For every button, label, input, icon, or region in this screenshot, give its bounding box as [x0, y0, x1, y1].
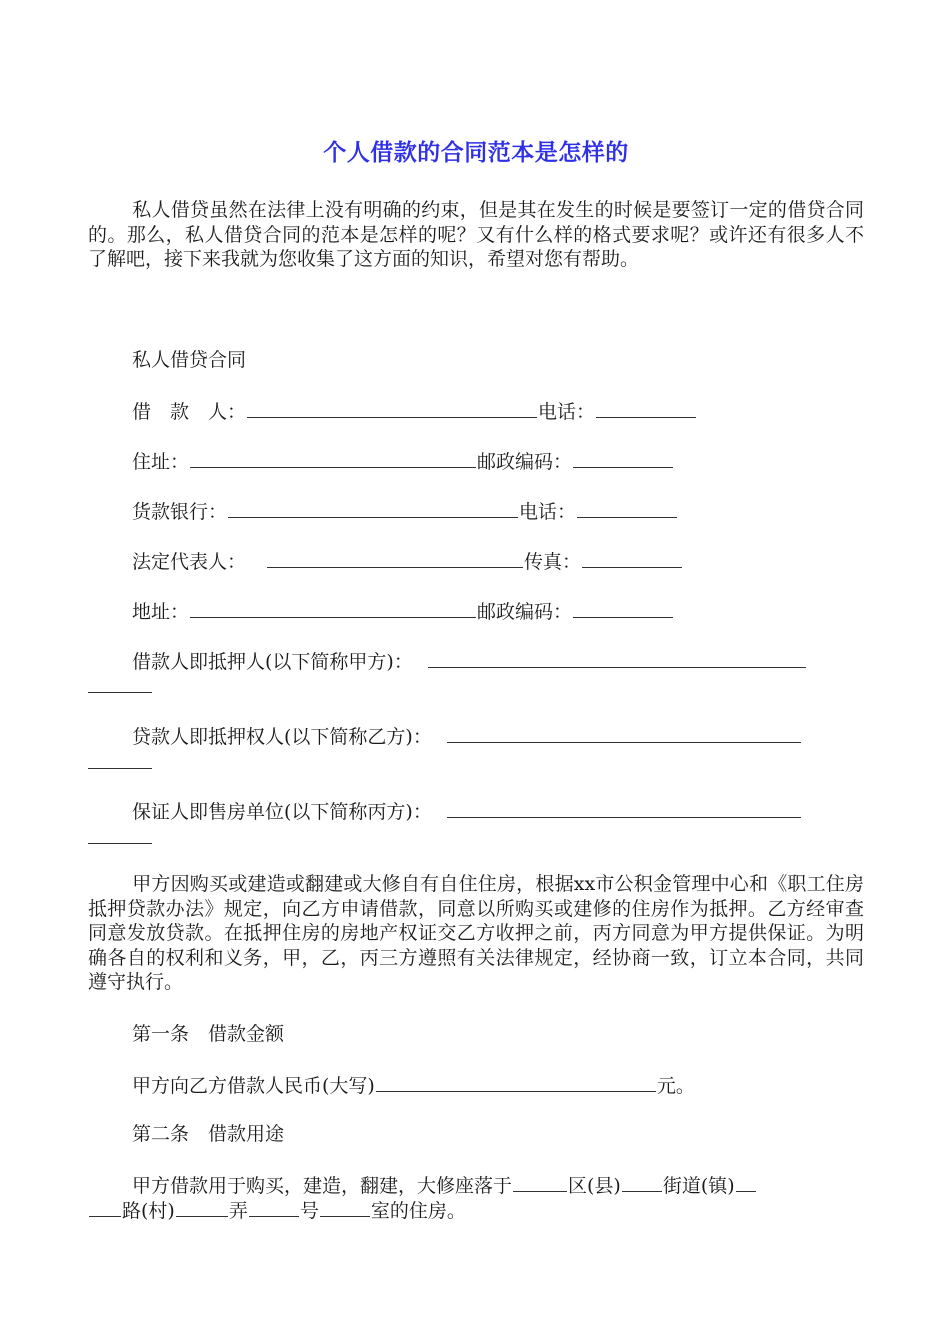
fax-label: 传真：	[524, 551, 582, 573]
party-a-blank-cont[interactable]	[88, 692, 152, 693]
borrower-blank[interactable]	[247, 398, 537, 418]
party-a-label: 借款人即抵押人(以下简称甲方)：	[132, 651, 413, 673]
article2-row2	[88, 1197, 466, 1223]
party-c-blank-cont[interactable]	[88, 843, 152, 844]
article2-row1	[132, 1172, 757, 1198]
party-c-blank[interactable]	[447, 798, 801, 818]
district-blank[interactable]	[513, 1172, 567, 1192]
number-label: 号	[299, 1200, 319, 1222]
addr2-postcode-blank[interactable]	[573, 598, 673, 618]
legal-rep-blank[interactable]	[267, 548, 523, 568]
lane-label: 弄	[228, 1200, 248, 1222]
borrower-label: 借 款 人：	[132, 401, 247, 423]
phone-label: 电话：	[538, 401, 596, 423]
intro-paragraph	[88, 198, 864, 272]
road-blank-cont[interactable]	[89, 1197, 121, 1217]
addr2-row	[132, 598, 674, 624]
party-a-blank[interactable]	[428, 648, 806, 668]
party-b-blank[interactable]	[447, 723, 801, 743]
article1-heading: 第一条 借款金额	[132, 1023, 285, 1045]
party-a-row	[132, 648, 807, 674]
bank-blank[interactable]	[228, 498, 518, 518]
body-text: 甲方因购买或建造或翻建或大修自有自住住房，根据xx市公积金管理中心和《职工住房抵押贷款办法》规定，向乙方申请借款，同意以所购买或建修的住房作为抵押。乙方经审查同意发放贷款。在抵押住房的房地产权证交乙方收押之前，丙方同意为甲方提供保证。为明确各自的权利和义务，甲，乙，丙三方遵照有关法律规定，经协商一致，订立本合同，共同遵守执行。	[88, 873, 864, 994]
address-blank[interactable]	[190, 448, 476, 468]
road-label: 路(村)	[122, 1200, 175, 1222]
article1-row	[132, 1072, 695, 1098]
loan-amount-blank[interactable]	[376, 1072, 656, 1092]
party-c-row	[132, 798, 802, 824]
address-label: 住址：	[132, 451, 190, 473]
phone-blank[interactable]	[596, 398, 696, 418]
bank-phone-blank[interactable]	[577, 498, 677, 518]
party-b-row	[132, 723, 802, 749]
legal-rep-label: 法定代表人：	[132, 551, 247, 573]
article1-text-after: 元。	[656, 1075, 695, 1097]
postcode-label: 邮政编码：	[477, 451, 573, 473]
address-row	[132, 448, 674, 474]
legal-rep-row	[132, 548, 683, 574]
bank-label: 货款银行：	[132, 501, 228, 523]
street-label: 街道(镇)	[662, 1175, 735, 1197]
addr2-label: 地址：	[132, 601, 190, 623]
room-label: 室的住房。	[370, 1200, 466, 1222]
party-b-label: 贷款人即抵押权人(以下简称乙方)：	[132, 726, 432, 748]
party-c-label: 保证人即售房单位(以下简称丙方)：	[132, 801, 432, 823]
article1-text-before: 甲方向乙方借款人民币(大写)	[132, 1075, 375, 1097]
district-label: 区(县)	[568, 1175, 621, 1197]
addr2-blank[interactable]	[190, 598, 476, 618]
road-blank-start[interactable]	[736, 1172, 756, 1192]
fax-blank[interactable]	[582, 548, 682, 568]
contract-title: 私人借贷合同	[132, 349, 247, 371]
borrower-row	[132, 398, 697, 424]
bank-row	[132, 498, 678, 524]
party-b-blank-cont[interactable]	[88, 768, 152, 769]
intro-text: 私人借贷虽然在法律上没有明确的约束，但是其在发生的时候是要签订一定的借贷合同的。那么，私人借贷合同的范本是怎样的呢？又有什么样的格式要求呢？或许还有很多人不了解吧，接下来我就为您收集了这方面的知识，希望对您有帮助。	[88, 199, 864, 271]
addr2-postcode-label: 邮政编码：	[477, 601, 573, 623]
body-paragraph	[88, 872, 864, 995]
bank-phone-label: 电话：	[519, 501, 577, 523]
street-blank[interactable]	[622, 1172, 662, 1192]
article2-heading: 第二条 借款用途	[132, 1123, 285, 1145]
lane-blank[interactable]	[176, 1197, 228, 1217]
page-title: 个人借款的合同范本是怎样的	[323, 140, 629, 166]
number-blank[interactable]	[249, 1197, 299, 1217]
room-blank[interactable]	[320, 1197, 370, 1217]
postcode-blank[interactable]	[573, 448, 673, 468]
article2-prefix: 甲方借款用于购买，建造，翻建，大修座落于	[132, 1175, 513, 1197]
